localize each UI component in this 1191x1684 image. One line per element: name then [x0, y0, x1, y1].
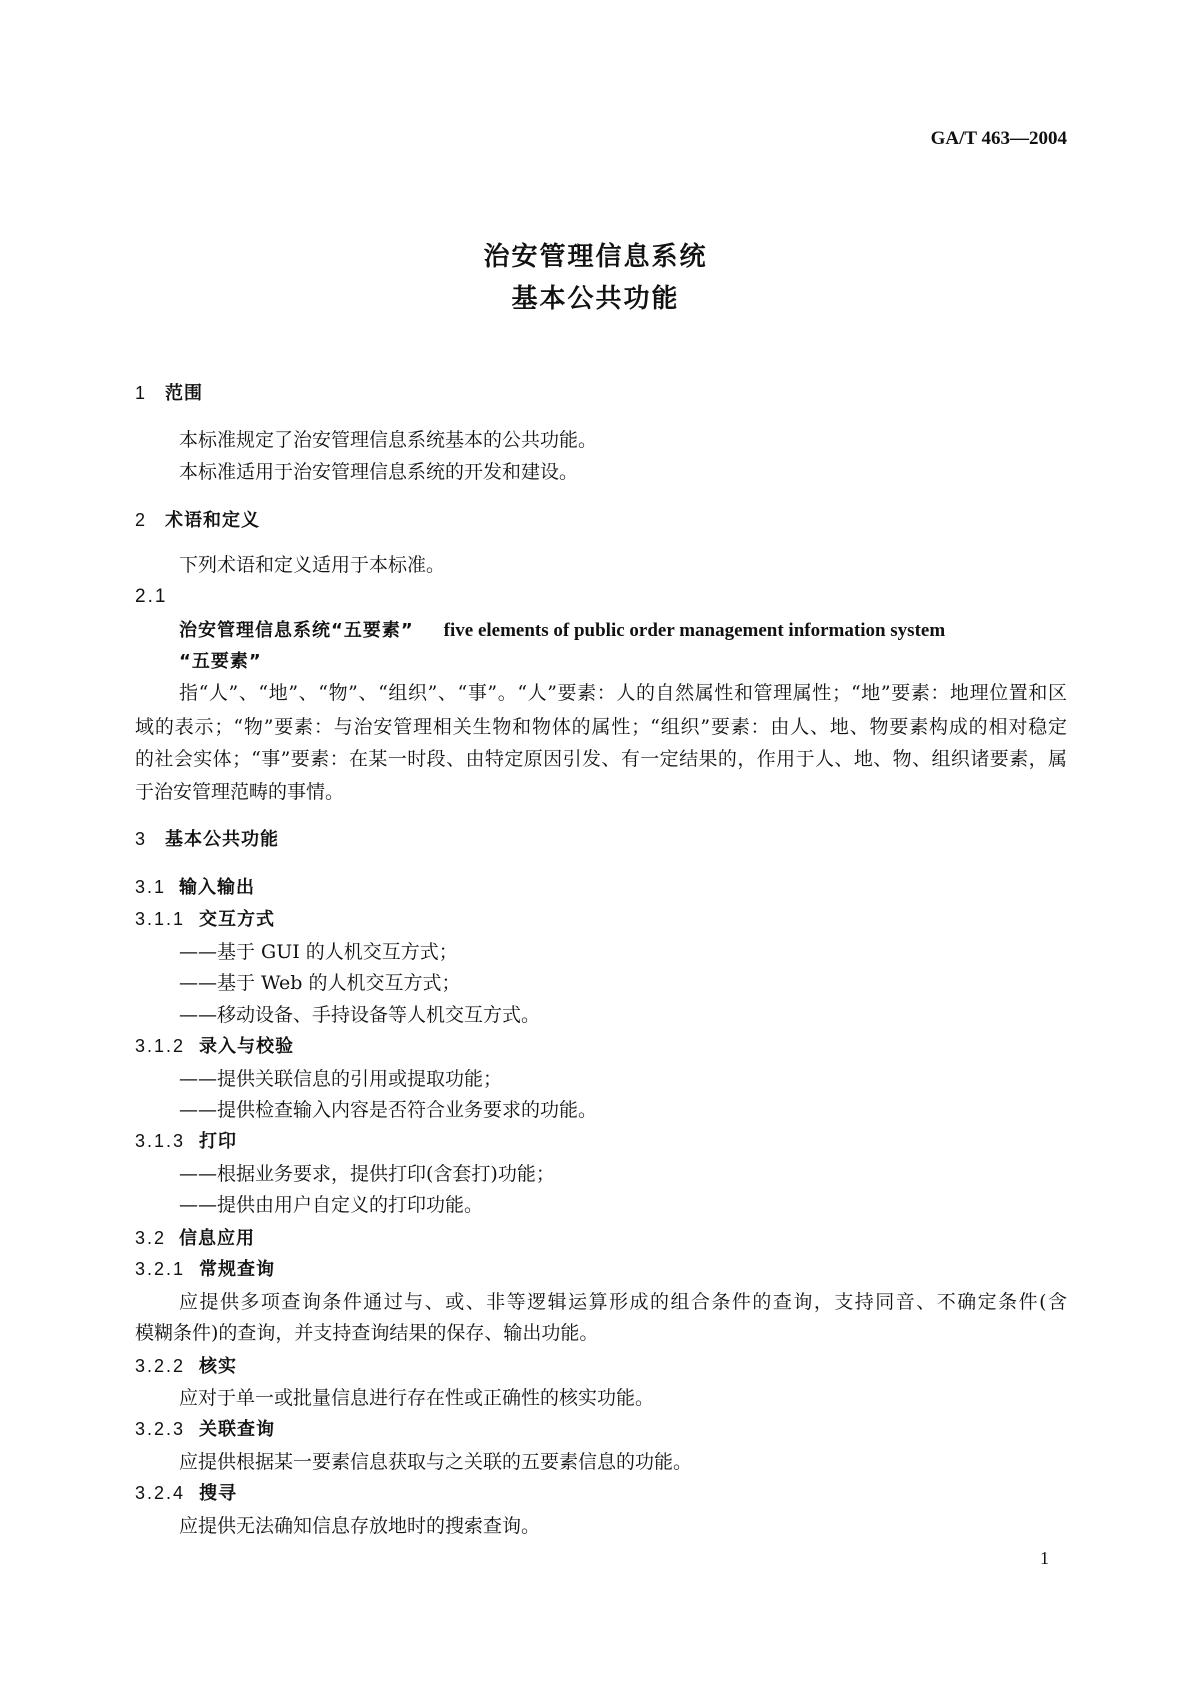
section-2-heading — [135, 508, 1067, 533]
paragraph-line: 于治安管理范畴的事情。 — [135, 781, 345, 803]
section-title: 交互方式 — [199, 909, 275, 930]
section-3-2-3-heading — [135, 1417, 1067, 1442]
section-3-2-2-heading — [135, 1354, 1067, 1379]
paragraph-line: 的社会实体；“事”要素：在某一时段、由特定原因引发、有一定结果的，作用于人、地、物、组织诸要素，属 — [135, 748, 1067, 770]
list-item: ——基于 Web 的人机交互方式； — [179, 972, 461, 994]
paragraph: 应提供根据某一要素信息获取与之关联的五要素信息的功能。 — [179, 1451, 693, 1473]
section-title: 录入与校验 — [199, 1036, 294, 1057]
section-3-1-2-heading — [135, 1034, 1067, 1059]
paragraph: 本标准适用于治安管理信息系统的开发和建设。 — [179, 461, 579, 483]
section-3-1-heading — [135, 875, 1067, 900]
term-alias: “五要素” — [179, 651, 262, 672]
section-title: 信息应用 — [179, 1228, 255, 1249]
paragraph: 本标准规定了治安管理信息系统基本的公共功能。 — [179, 429, 598, 451]
section-1-heading — [135, 381, 1067, 406]
term-heading — [179, 619, 1067, 643]
section-number: 3.1.1 — [135, 909, 186, 929]
section-title: 核实 — [199, 1356, 237, 1377]
section-number: 3.1.3 — [135, 1131, 186, 1151]
section-number: 3.2.2 — [135, 1356, 186, 1376]
section-number: 3.2 — [135, 1228, 167, 1248]
section-title: 打印 — [199, 1131, 237, 1152]
section-number: 3.1.2 — [135, 1036, 186, 1056]
section-title: 常规查询 — [199, 1259, 275, 1280]
section-number: 3 — [135, 829, 148, 849]
standard-code: GA/T 463—2004 — [930, 128, 1067, 149]
list-item: ——根据业务要求，提供打印(含套打)功能； — [179, 1163, 555, 1185]
section-3-1-3-heading — [135, 1129, 1067, 1154]
section-number: 3.2.4 — [135, 1483, 186, 1503]
section-title: 输入输出 — [179, 877, 255, 898]
page-number: 1 — [1040, 1548, 1049, 1568]
paragraph-line: 应提供多项查询条件通过与、或、非等逻辑运算形成的组合条件的查询，支持同音、不确定条件(含 — [179, 1291, 1067, 1313]
list-item: ——移动设备、手持设备等人机交互方式。 — [179, 1004, 541, 1026]
section-number: 3.2.1 — [135, 1259, 186, 1279]
section-3-2-heading — [135, 1226, 1067, 1251]
list-item: ——提供关联信息的引用或提取功能； — [179, 1068, 503, 1090]
paragraph: 应提供无法确知信息存放地时的搜索查询。 — [179, 1515, 541, 1537]
term-number: 2.1 — [135, 586, 168, 607]
section-3-2-1-heading — [135, 1257, 1067, 1282]
section-number: 2 — [135, 510, 148, 530]
section-title: 基本公共功能 — [165, 829, 279, 850]
doc-title-line1: 治安管理信息系统 — [483, 242, 708, 272]
section-title: 关联查询 — [199, 1419, 275, 1440]
section-number: 3.2.3 — [135, 1419, 186, 1439]
section-title: 搜寻 — [199, 1483, 237, 1504]
term-cn: 治安管理信息系统“五要素” — [179, 620, 414, 641]
paragraph: 下列术语和定义适用于本标准。 — [179, 554, 446, 576]
list-item: ——基于 GUI 的人机交互方式； — [179, 941, 458, 963]
paragraph-line: 域的表示；“物”要素：与治安管理相关生物和物体的属性；“组织”要素：由人、地、物要素构成的相对稳定 — [135, 716, 1067, 738]
list-item: ——提供由用户自定义的打印功能。 — [179, 1194, 484, 1216]
section-3-1-1-heading — [135, 907, 1067, 932]
list-item: ——提供检查输入内容是否符合业务要求的功能。 — [179, 1099, 598, 1121]
section-title: 范围 — [165, 383, 203, 404]
section-number: 1 — [135, 383, 148, 403]
doc-title-line2: 基本公共功能 — [511, 284, 680, 314]
paragraph-line: 指“人”、“地”、“物”、“组织”、“事”。“人”要素：人的自然属性和管理属性；“地”要素：地理位置和区 — [179, 682, 1067, 704]
paragraph: 应对于单一或批量信息进行存在性或正确性的核实功能。 — [179, 1387, 655, 1409]
term-en: five elements of public order management information system — [443, 620, 946, 641]
section-3-2-4-heading — [135, 1481, 1067, 1506]
paragraph-line: 模糊条件)的查询，并支持查询结果的保存、输出功能。 — [135, 1322, 599, 1344]
section-number: 3.1 — [135, 877, 167, 897]
section-title: 术语和定义 — [165, 510, 260, 531]
section-3-heading — [135, 827, 1067, 852]
